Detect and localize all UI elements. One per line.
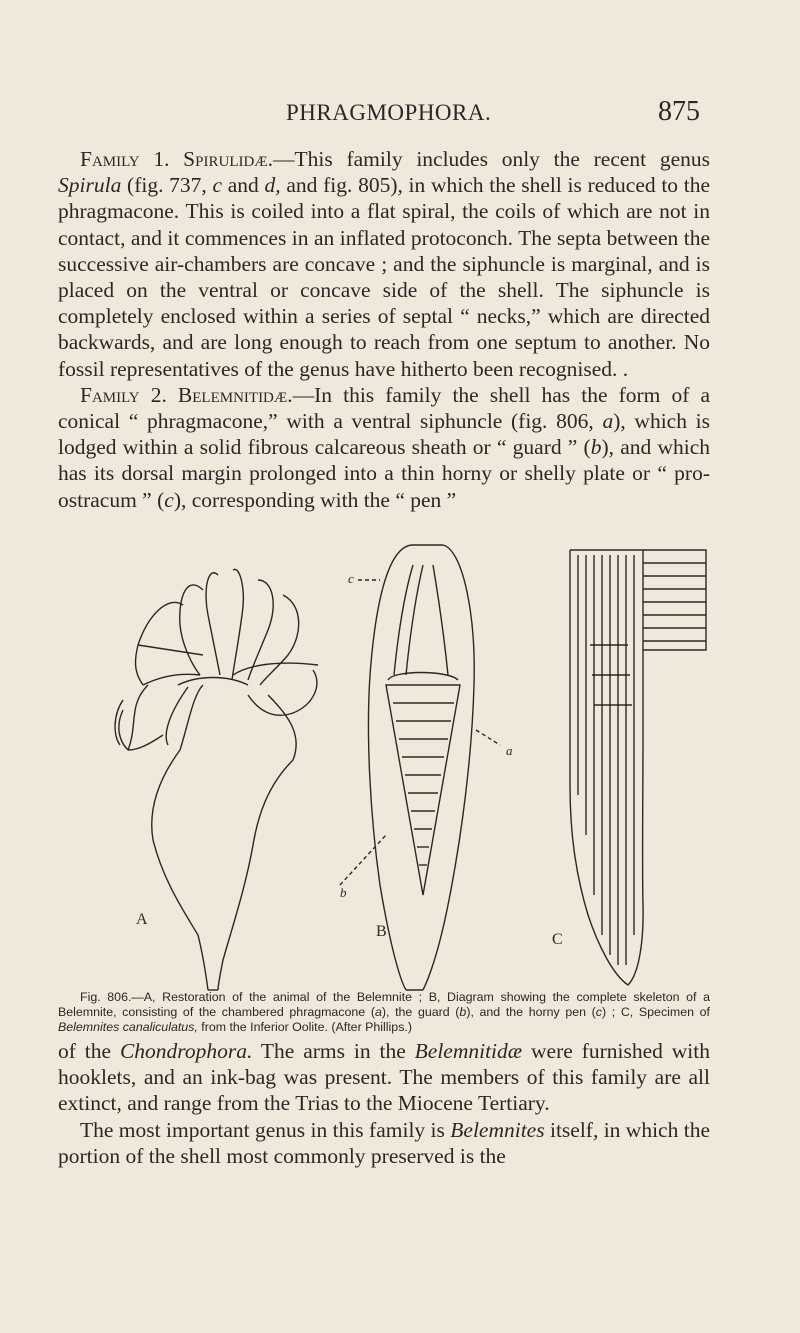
figure-letter-ref: d, (264, 173, 281, 198)
text-run: —This family includes only the recent genus (273, 147, 711, 171)
species-name: Belemnites canaliculatus, (58, 1020, 198, 1034)
figure-letter-ref: b (590, 435, 602, 460)
text-run: and fig. 805), in which the shell is reduced to the phragmacone. This is coiled into a flat spiral, the coils of which are not in contact, and it commences in an inflated protoconch. The septa between the successive air-chambers are concave ; and the siphuncle is marginal, and is placed on the ventral or concave side of the shell. The siphuncle is completely enclosed within a series of septal “ necks,” which are directed backwards, and are long enough to reach from one septum to another. No fossil representatives of the genus have hitherto been recognised. . (58, 173, 711, 381)
text-run: Fig. 806.—A, Restoration of the animal of the Belemnite ; B, Diagram showing the complete skeleton of a Belemnite, consisting of the chambered phragmacone ( (58, 990, 710, 1019)
paragraph-continuation (58, 1038, 710, 1117)
figure-label-c: C (552, 931, 563, 948)
text-run: ) ; C, Specimen of (602, 1005, 710, 1019)
genus-name: Spirula (58, 173, 122, 198)
taxon-name: Belemnitidæ (414, 1039, 523, 1063)
page-number: 875 (658, 96, 700, 127)
text-run: ), and which has its dorsal margin prolonged into a thin horny or shelly plate or “ pro-ostracum ” ( (58, 435, 710, 512)
text-run: The most important genus in this family is (80, 1117, 451, 1142)
figure-caption (58, 990, 710, 1035)
caption-letter: b (459, 1005, 467, 1019)
taxon-name: Chondrophora. (119, 1039, 253, 1063)
body-text-lower (58, 1038, 710, 1169)
skeleton-diagram (340, 545, 500, 990)
text-run: ), corresponding with the “ pen ” (173, 487, 457, 512)
specimen (570, 550, 706, 985)
figure-letter-ref: c (164, 487, 174, 512)
belemnite-figure (108, 535, 708, 995)
text-run: ), which is lodged within a solid fibrous calcareous sheath or “ guard ” ( (58, 409, 710, 460)
body-text-upper (58, 146, 710, 513)
text-run: The arms in the (252, 1039, 415, 1063)
family-heading: Family 1. Spirulidæ. (80, 147, 274, 171)
caption-letter: c (595, 1005, 602, 1019)
running-title: PHRAGMOPHORA. (286, 100, 492, 125)
figure-letter-b: b (340, 885, 347, 900)
text-run: —In this family the shell has the form of a conical “ phragmacone,” with a ventral siphuncle (fig. 806, (58, 382, 711, 434)
running-head (0, 96, 800, 134)
text-run: ), and the horny pen ( (466, 1005, 596, 1019)
text-run: from the Inferior Oolite. (After Phillips.) (197, 1020, 412, 1034)
paragraph-belemnitidae (58, 382, 710, 513)
paragraph-spirulidae (58, 146, 710, 382)
text-run: and (222, 173, 265, 198)
caption-text (58, 990, 710, 1035)
figure-letter-c: c (348, 571, 354, 586)
text-run: (fig. 737, (121, 173, 213, 198)
text-run: ), the guard ( (381, 1005, 460, 1019)
figure-label-a: A (136, 911, 148, 928)
family-heading: Family 2. Belemnitidæ. (80, 382, 293, 407)
caption-letter: a (374, 1005, 382, 1019)
text-run: itself, in which the portion of the shell most commonly preserved is the (58, 1117, 710, 1168)
figure-letter-a: a (506, 743, 513, 758)
paragraph-belemnites (58, 1117, 710, 1169)
figure-label-b: B (376, 923, 387, 940)
figure-letter-ref: a (602, 409, 614, 434)
text-run: of the (58, 1039, 120, 1063)
belemnite-illustration (108, 535, 708, 995)
text-run: were furnished with hooklets, and an ink-bag was present. The members of this family are all extinct, and range from the Trias to the Miocene Tertiary. (58, 1039, 710, 1116)
figure-letter-ref: c (212, 173, 223, 198)
genus-name: Belemnites (450, 1117, 545, 1142)
